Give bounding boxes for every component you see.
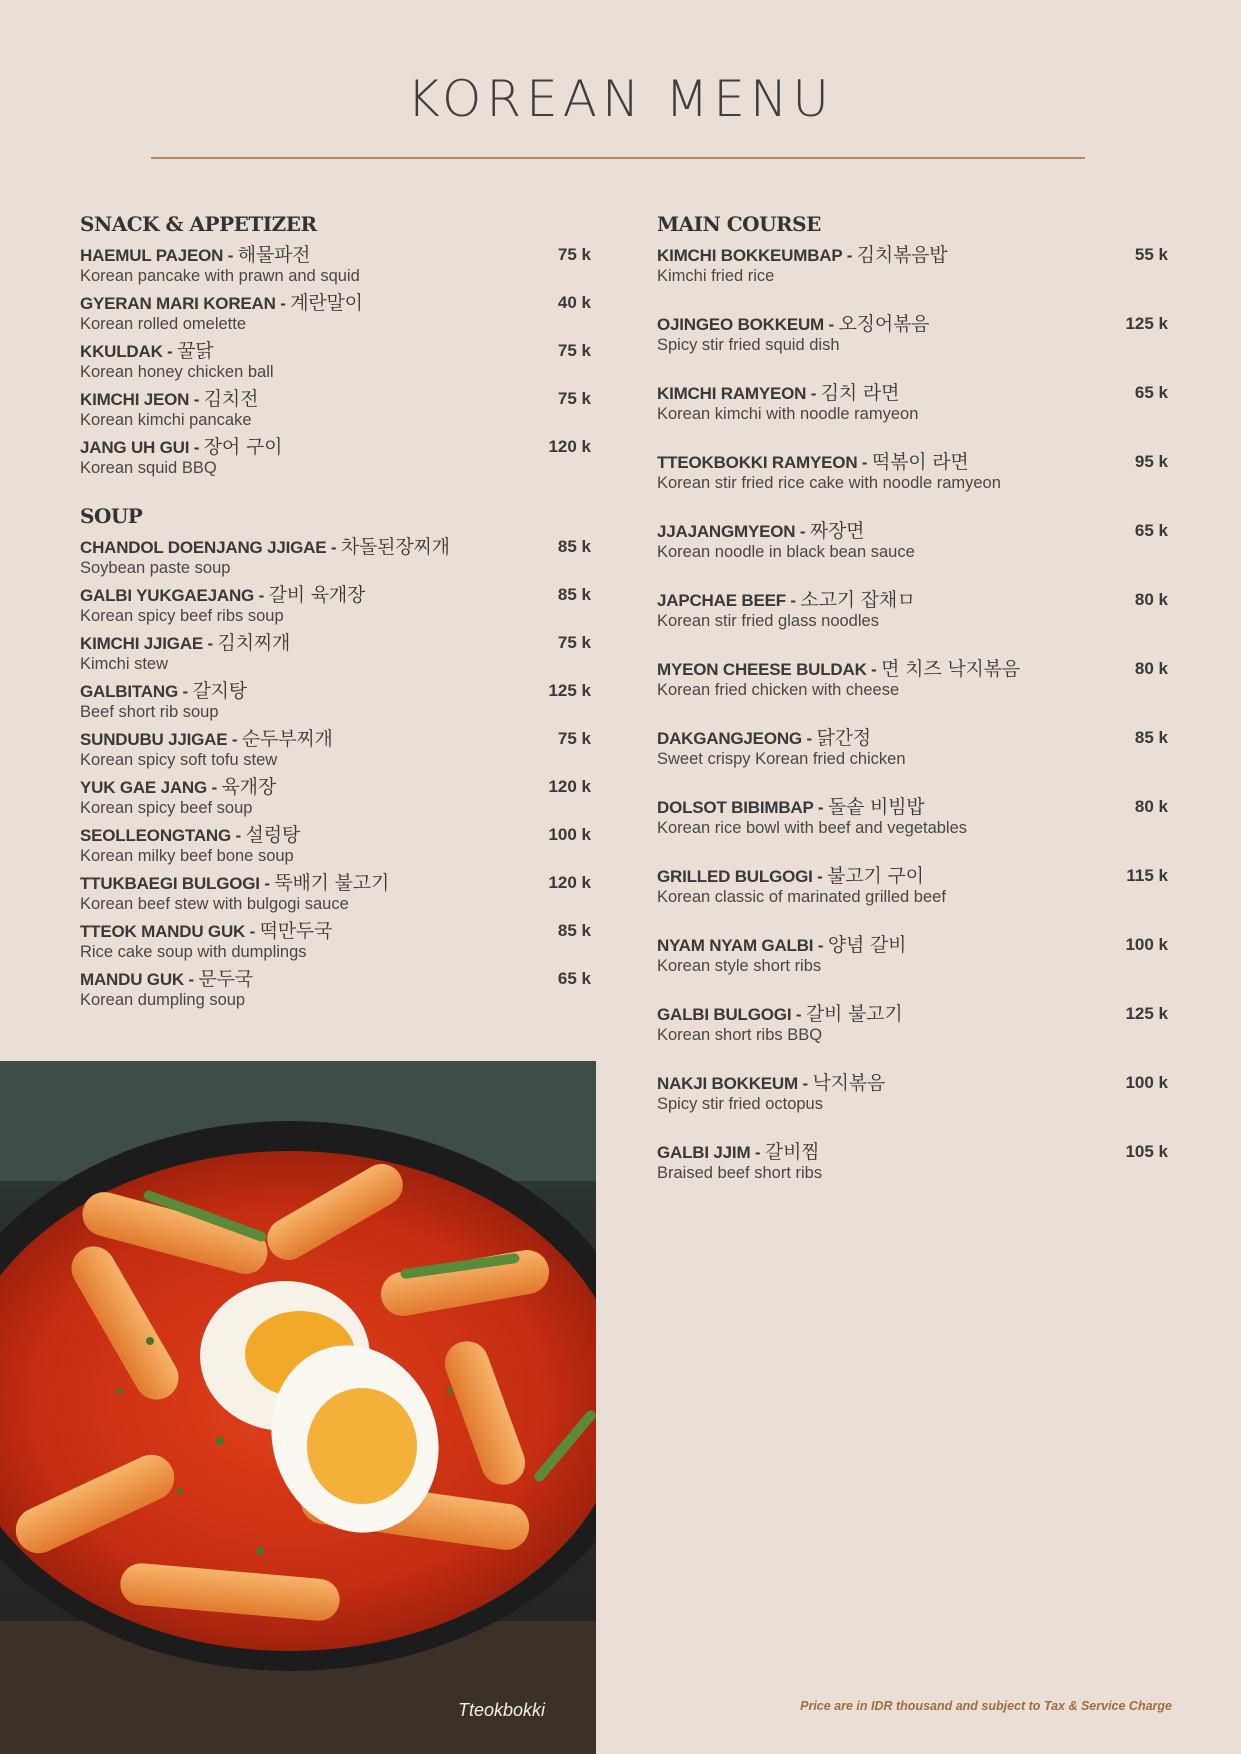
menu-item	[80, 437, 591, 478]
item-name-english: KIMCHI BOKKEUMBAP -	[657, 246, 857, 265]
item-name-korean: 김치볶음밥	[856, 244, 948, 266]
item-price: 65 k	[1134, 521, 1168, 540]
item-name	[657, 314, 1168, 335]
item-name-english: NYAM NYAM GALBI -	[657, 936, 828, 955]
item-description: Korean stir fried rice cake with noodle ramyeon	[657, 474, 1001, 492]
menu-item	[657, 383, 1168, 424]
item-description: Rice cake soup with dumplings	[80, 943, 307, 961]
item-name-korean: 장어 구이	[203, 436, 283, 458]
item-name	[80, 921, 591, 942]
item-description: Korean fried chicken with cheese	[657, 681, 900, 699]
item-price: 80 k	[1134, 659, 1168, 678]
item-description: Korean spicy beef soup	[80, 799, 253, 817]
item-name-english: YUK GAE JANG -	[80, 778, 222, 797]
item-name	[80, 293, 591, 314]
item-name-english: TTUKBAEGI BULGOGI -	[80, 874, 275, 893]
item-name	[80, 825, 591, 846]
item-description: Spicy stir fried octopus	[657, 1095, 823, 1113]
item-name-korean: 뚝배기 불고기	[274, 872, 390, 894]
menu-item	[80, 537, 591, 578]
item-name-english: DAKGANGJEONG -	[657, 729, 817, 748]
item-name	[80, 341, 591, 362]
item-price: 80 k	[1134, 590, 1168, 609]
item-description: Korean squid BBQ	[80, 459, 217, 477]
menu-item	[80, 585, 591, 626]
item-name	[80, 585, 591, 606]
section-title-snack: SNACK & APPETIZER	[80, 212, 317, 236]
item-price: 75 k	[557, 341, 591, 360]
menu-item	[657, 1004, 1168, 1045]
item-name-korean: 해물파전	[237, 244, 311, 266]
item-price: 65 k	[557, 969, 591, 988]
item-name-korean: 소고기 잡채ㅁ	[800, 589, 916, 611]
item-name-english: JJAJANGMYEON -	[657, 522, 810, 541]
item-price: 95 k	[1134, 452, 1168, 471]
item-name-korean: 돌솥 비빔밥	[827, 796, 925, 818]
item-description: Spicy stir fried squid dish	[657, 336, 840, 354]
item-price: 125 k	[1125, 314, 1168, 333]
item-name	[657, 866, 1168, 887]
title-divider	[151, 157, 1085, 159]
item-description: Korean pancake with prawn and squid	[80, 267, 360, 285]
menu-item	[80, 921, 591, 962]
item-description: Korean short ribs BBQ	[657, 1026, 823, 1044]
item-name-english: KKULDAK -	[80, 342, 178, 361]
item-price: 120 k	[548, 873, 591, 892]
item-name-english: GYERAN MARI KOREAN -	[80, 294, 291, 313]
item-name-english: OJINGEO BOKKEUM -	[657, 315, 839, 334]
item-name	[657, 1004, 1168, 1025]
item-price: 85 k	[1134, 728, 1168, 747]
menu-item	[80, 389, 591, 430]
item-name-english: GALBI BULGOGI -	[657, 1005, 806, 1024]
item-price: 120 k	[548, 437, 591, 456]
item-name-english: NAKJI BOKKEUM -	[657, 1074, 813, 1093]
item-price: 85 k	[557, 537, 591, 556]
price-note: Price are in IDR thousand and subject to Tax & Service Charge	[800, 1699, 1172, 1713]
item-name-english: GALBI JJIM -	[657, 1143, 765, 1162]
item-name-english: MANDU GUK -	[80, 970, 199, 989]
menu-item	[657, 659, 1168, 700]
item-description: Korean honey chicken ball	[80, 363, 274, 381]
item-name	[80, 777, 591, 798]
item-price: 120 k	[548, 777, 591, 796]
menu-title: KOREAN MENU	[407, 70, 834, 128]
item-description: Korean rice bowl with beef and vegetables	[657, 819, 968, 837]
item-name	[657, 1142, 1168, 1163]
item-name-english: SUNDUBU JJIGAE -	[80, 730, 242, 749]
item-name	[657, 590, 1168, 611]
item-name	[80, 389, 591, 410]
item-name-english: TTEOKBOKKI RAMYEON -	[657, 453, 872, 472]
item-description: Korean spicy soft tofu stew	[80, 751, 278, 769]
menu-item	[80, 777, 591, 818]
item-price: 75 k	[557, 389, 591, 408]
item-name-korean: 순두부찌개	[241, 728, 333, 750]
item-price: 100 k	[1125, 935, 1168, 954]
item-description: Korean style short ribs	[657, 957, 822, 975]
item-description: Korean beef stew with bulgogi sauce	[80, 895, 349, 913]
item-name-english: GRILLED BULGOGI -	[657, 867, 828, 886]
item-name-korean: 문두국	[198, 968, 253, 990]
item-description: Korean milky beef bone soup	[80, 847, 294, 865]
item-name-english: GALBITANG -	[80, 682, 193, 701]
item-price: 75 k	[557, 729, 591, 748]
item-name-english: DOLSOT BIBIMBAP -	[657, 798, 828, 817]
item-name	[80, 537, 591, 558]
item-price: 40 k	[557, 293, 591, 312]
item-price: 105 k	[1125, 1142, 1168, 1161]
item-price: 85 k	[557, 921, 591, 940]
item-name-korean: 김치전	[203, 388, 259, 410]
menu-item	[80, 825, 591, 866]
item-price: 65 k	[1134, 383, 1168, 402]
item-name-korean: 오징어볶음	[838, 313, 930, 335]
item-name-korean: 계란말이	[290, 292, 363, 314]
menu-item	[80, 633, 591, 674]
item-name-english: TTEOK MANDU GUK -	[80, 922, 260, 941]
item-name-english: KIMCHI JEON -	[80, 390, 204, 409]
item-price: 125 k	[1125, 1004, 1168, 1023]
menu-item	[657, 245, 1168, 286]
item-name	[80, 245, 591, 266]
item-name-korean: 닭간정	[816, 727, 871, 749]
item-name-korean: 차돌된장찌개	[340, 536, 450, 558]
item-name	[657, 245, 1168, 266]
item-description: Braised beef short ribs	[657, 1164, 823, 1182]
menu-item	[657, 1142, 1168, 1183]
menu-item	[80, 341, 591, 382]
item-name-korean: 불고기 구이	[827, 865, 924, 887]
item-name	[657, 1073, 1168, 1094]
menu-item	[657, 728, 1168, 769]
item-name	[80, 873, 591, 894]
menu-item	[657, 521, 1168, 562]
menu-item	[657, 866, 1168, 907]
item-price: 100 k	[548, 825, 591, 844]
item-name-korean: 떡만두국	[259, 920, 333, 942]
item-description: Korean rolled omelette	[80, 315, 247, 333]
item-name-english: GALBI YUKGAEJANG -	[80, 586, 269, 605]
section-title-soup: SOUP	[80, 504, 143, 528]
menu-item	[657, 314, 1168, 355]
item-name-english: KIMCHI JJIGAE -	[80, 634, 218, 653]
item-name-korean: 면 치즈 낙지볶음	[881, 658, 1020, 680]
item-description: Korean kimchi with noodle ramyeon	[657, 405, 919, 423]
item-name-korean: 육개장	[221, 776, 276, 798]
item-name-korean: 갈지탕	[192, 680, 247, 702]
item-name-korean: 떡볶이 라면	[871, 451, 969, 473]
tteokbokki-photo	[0, 1061, 596, 1754]
item-name	[80, 729, 591, 750]
item-price: 80 k	[1134, 797, 1168, 816]
item-description: Beef short rib soup	[80, 703, 219, 721]
item-description: Kimchi fried rice	[657, 267, 775, 285]
menu-item	[80, 245, 591, 286]
photo-caption: Tteokbokki	[458, 1700, 546, 1720]
item-name	[80, 437, 591, 458]
item-price: 100 k	[1125, 1073, 1168, 1092]
item-name	[657, 521, 1168, 542]
item-name-english: CHANDOL DOENJANG JJIGAE -	[80, 538, 341, 557]
item-name	[657, 935, 1168, 956]
item-description: Korean spicy beef ribs soup	[80, 607, 284, 625]
tteokbokki-bowl-photo	[0, 1061, 596, 1754]
menu-item	[657, 1073, 1168, 1114]
menu-item	[80, 729, 591, 770]
menu-item	[80, 681, 591, 722]
item-name-korean: 김치찌개	[217, 632, 291, 654]
item-description: Korean classic of marinated grilled beef	[657, 888, 946, 906]
item-name-korean: 갈비 불고기	[805, 1003, 903, 1025]
menu-item	[657, 797, 1168, 838]
item-name	[657, 383, 1168, 404]
item-description: Korean noodle in black bean sauce	[657, 543, 915, 561]
item-name-korean: 설렁탕	[245, 824, 301, 846]
item-name-korean: 양념 갈비	[827, 934, 907, 956]
item-name-korean: 김치 라면	[820, 382, 900, 404]
item-price: 85 k	[557, 585, 591, 604]
section-title-main: MAIN COURSE	[657, 212, 821, 236]
item-name-korean: 갈비 육개장	[268, 584, 366, 606]
item-description: Kimchi stew	[80, 655, 169, 673]
item-name	[80, 969, 591, 990]
item-name-english: KIMCHI RAMYEON -	[657, 384, 821, 403]
menu-item	[80, 293, 591, 334]
item-name	[657, 797, 1168, 818]
item-description: Korean stir fried glass noodles	[657, 612, 879, 630]
item-price: 55 k	[1134, 245, 1168, 264]
item-name-english: JANG UH GUI -	[80, 438, 204, 457]
item-description: Korean kimchi pancake	[80, 411, 252, 429]
item-name	[80, 681, 591, 702]
item-name	[657, 452, 1168, 473]
item-name-english: SEOLLEONGTANG -	[80, 826, 246, 845]
item-price: 115 k	[1126, 866, 1168, 885]
menu-item	[657, 590, 1168, 631]
item-name-english: HAEMUL PAJEON -	[80, 246, 238, 265]
item-price: 75 k	[557, 245, 591, 264]
menu-item	[80, 873, 591, 914]
menu-item	[657, 452, 1168, 493]
item-name	[657, 659, 1168, 680]
item-name-english: MYEON CHEESE BULDAK -	[657, 660, 882, 679]
menu-item	[657, 935, 1168, 976]
item-price: 75 k	[557, 633, 591, 652]
item-description: Korean dumpling soup	[80, 991, 246, 1009]
item-name	[80, 633, 591, 654]
item-name-korean: 짜장면	[809, 520, 865, 542]
item-description: Soybean paste soup	[80, 559, 231, 577]
item-name-korean: 꿀닭	[177, 340, 214, 362]
item-name-korean: 갈비찜	[764, 1141, 820, 1163]
item-name-korean: 낙지볶음	[812, 1072, 886, 1094]
item-description: Sweet crispy Korean fried chicken	[657, 750, 906, 768]
menu-item	[80, 969, 591, 1010]
item-name	[657, 728, 1168, 749]
item-price: 125 k	[548, 681, 591, 700]
item-name-english: JAPCHAE BEEF -	[657, 591, 801, 610]
